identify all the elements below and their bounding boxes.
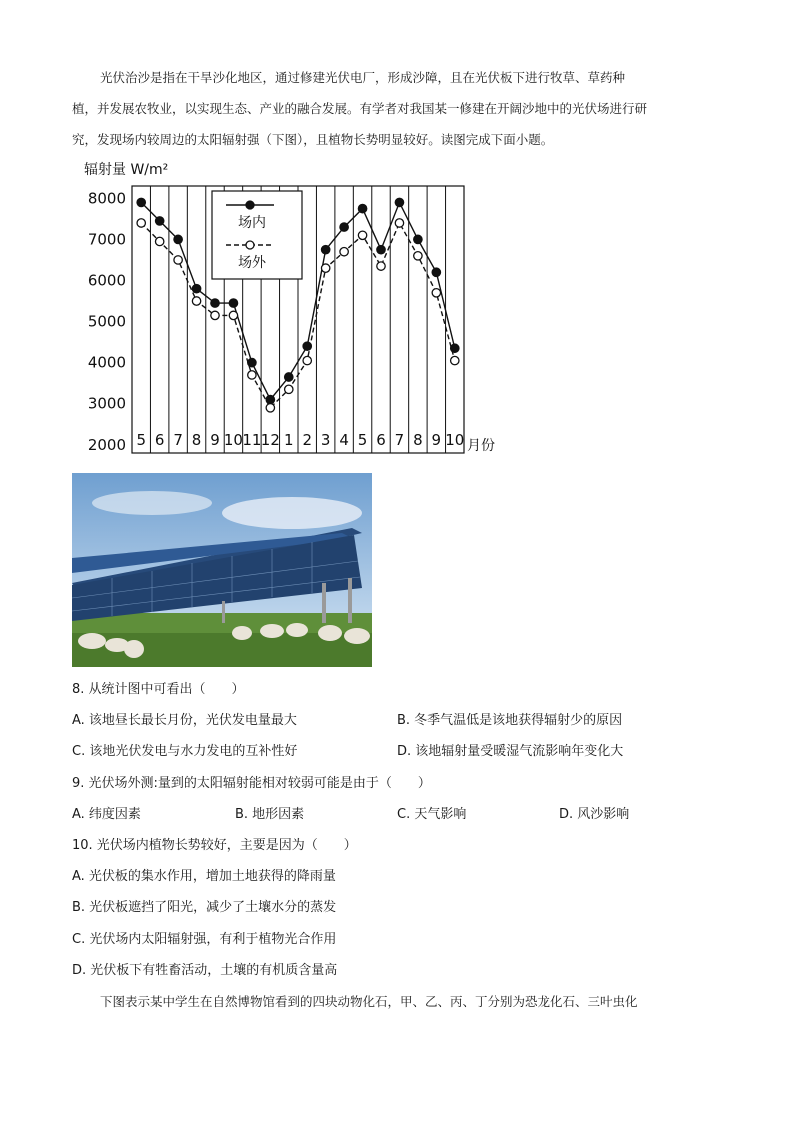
- data-point: [395, 198, 403, 206]
- x-tick-label: 5: [136, 431, 146, 449]
- q9-option-d[interactable]: D. 风沙影响: [559, 807, 630, 822]
- data-point: [266, 404, 274, 412]
- data-point: [192, 297, 200, 305]
- x-tick-label: 6: [154, 431, 165, 449]
- x-tick-label: 7: [394, 431, 405, 449]
- legend-marker: [246, 201, 254, 209]
- y-tick-label: 4000: [87, 353, 126, 372]
- x-tick-label: 10: [445, 431, 465, 449]
- q8-option-d[interactable]: D. 该地辐射量受暖湿气流影响年变化大: [397, 744, 624, 759]
- q8-stem: 8. 从统计图中可看出（ ）: [72, 682, 245, 697]
- q10-option-d[interactable]: D. 光伏板下有牲畜活动，土壤的有机质含量高: [72, 963, 338, 978]
- intro-line-2: 植，并发展农牧业，以实现生态、产业的融合发展。有学者对我国某一修建在开阔沙地中的光伏场进行研: [72, 101, 648, 116]
- data-point: [211, 311, 219, 319]
- x-tick-label: 10: [223, 431, 243, 449]
- data-point: [285, 385, 293, 393]
- data-point: [285, 373, 293, 381]
- radiation-line-chart: [84, 158, 504, 463]
- q10-stem: 10. 光伏场内植物长势较好，主要是因为（ ）: [72, 838, 357, 853]
- data-point: [248, 371, 256, 379]
- data-point: [358, 204, 366, 212]
- data-point: [358, 231, 366, 239]
- q10-option-c[interactable]: C. 光伏场内太阳辐射强，有利于植物光合作用: [72, 932, 337, 947]
- y-axis-title: 辐射量 W/m²: [84, 162, 169, 178]
- y-tick-label: 6000: [87, 271, 126, 290]
- data-point: [137, 198, 145, 206]
- y-tick-label: 3000: [87, 394, 126, 413]
- x-tick-label: 9: [431, 431, 442, 449]
- q8-option-b[interactable]: B. 冬季气温低是该地获得辐射少的原因: [397, 713, 623, 728]
- x-tick-label: 1: [284, 431, 294, 449]
- y-tick-label: 5000: [87, 312, 126, 331]
- intro-line-1: 光伏治沙是指在干旱沙化地区，通过修建光伏电厂，形成沙障，且在光伏板下进行牧草、草药种: [100, 70, 626, 85]
- x-tick-label: 5: [357, 431, 368, 449]
- data-point: [303, 356, 311, 364]
- intro-line-3: 究，发现场内较周边的太阳辐射强（下图），且植物长势明显较好。读图完成下面小题。: [72, 132, 554, 147]
- intro-paragraph: [72, 62, 722, 155]
- data-point: [414, 252, 422, 260]
- data-point: [155, 237, 163, 245]
- data-point: [395, 219, 403, 227]
- x-axis-title: 月份: [467, 438, 495, 454]
- data-point: [432, 289, 440, 297]
- x-tick-label: 7: [173, 431, 183, 449]
- data-point: [229, 311, 237, 319]
- data-point: [211, 299, 219, 307]
- legend-label: 场外: [238, 255, 266, 271]
- q9-stem: 9. 光伏场外测:量到的太阳辐射能相对较弱可能是由于（ ）: [72, 776, 431, 791]
- x-tick-label: 4: [339, 431, 349, 449]
- y-tick-label: 2000: [87, 435, 126, 454]
- data-point: [229, 299, 237, 307]
- data-point: [377, 262, 385, 270]
- legend-label: 场内: [238, 215, 266, 231]
- q8-option-a[interactable]: A. 该地昼长最长月份，光伏发电量最大: [72, 713, 297, 728]
- x-tick-label: 8: [413, 431, 423, 449]
- x-tick-label: 9: [210, 431, 220, 449]
- data-point: [432, 268, 440, 276]
- q9-option-b[interactable]: B. 地形因素: [235, 807, 305, 822]
- data-point: [137, 219, 145, 227]
- data-point: [174, 256, 182, 264]
- data-point: [155, 217, 163, 225]
- data-point: [340, 248, 348, 256]
- legend-marker: [246, 241, 254, 249]
- data-point: [321, 245, 329, 253]
- q10-option-b[interactable]: B. 光伏板遮挡了阳光，减少了土壤水分的蒸发: [72, 900, 337, 915]
- x-tick-label: 12: [260, 431, 280, 449]
- outro-line-1: 下图表示某中学生在自然博物馆看到的四块动物化石，甲、乙、丙、丁分别为恐龙化石、三叶虫化: [100, 994, 638, 1009]
- data-point: [192, 284, 200, 292]
- data-point: [321, 264, 329, 272]
- x-tick-label: 2: [302, 431, 312, 449]
- x-tick-label: 6: [376, 431, 386, 449]
- data-point: [340, 223, 348, 231]
- x-tick-label: 11: [242, 431, 262, 449]
- q9-option-c[interactable]: C. 天气影响: [397, 807, 467, 822]
- data-point: [414, 235, 422, 243]
- data-point: [377, 245, 385, 253]
- x-tick-label: 3: [320, 431, 331, 449]
- data-point: [248, 358, 256, 366]
- solar-panels-with-sheep-photo: [72, 473, 372, 667]
- outro-paragraph: [72, 986, 722, 1017]
- x-tick-label: 8: [191, 431, 202, 449]
- q9-option-a[interactable]: A. 纬度因素: [72, 807, 141, 822]
- y-tick-label: 7000: [87, 230, 126, 249]
- q8-option-c[interactable]: C. 该地光伏发电与水力发电的互补性好: [72, 744, 298, 759]
- data-point: [174, 235, 182, 243]
- q10-option-a[interactable]: A. 光伏板的集水作用，增加土地获得的降雨量: [72, 869, 336, 884]
- data-point: [451, 356, 459, 364]
- y-tick-label: 8000: [87, 189, 126, 208]
